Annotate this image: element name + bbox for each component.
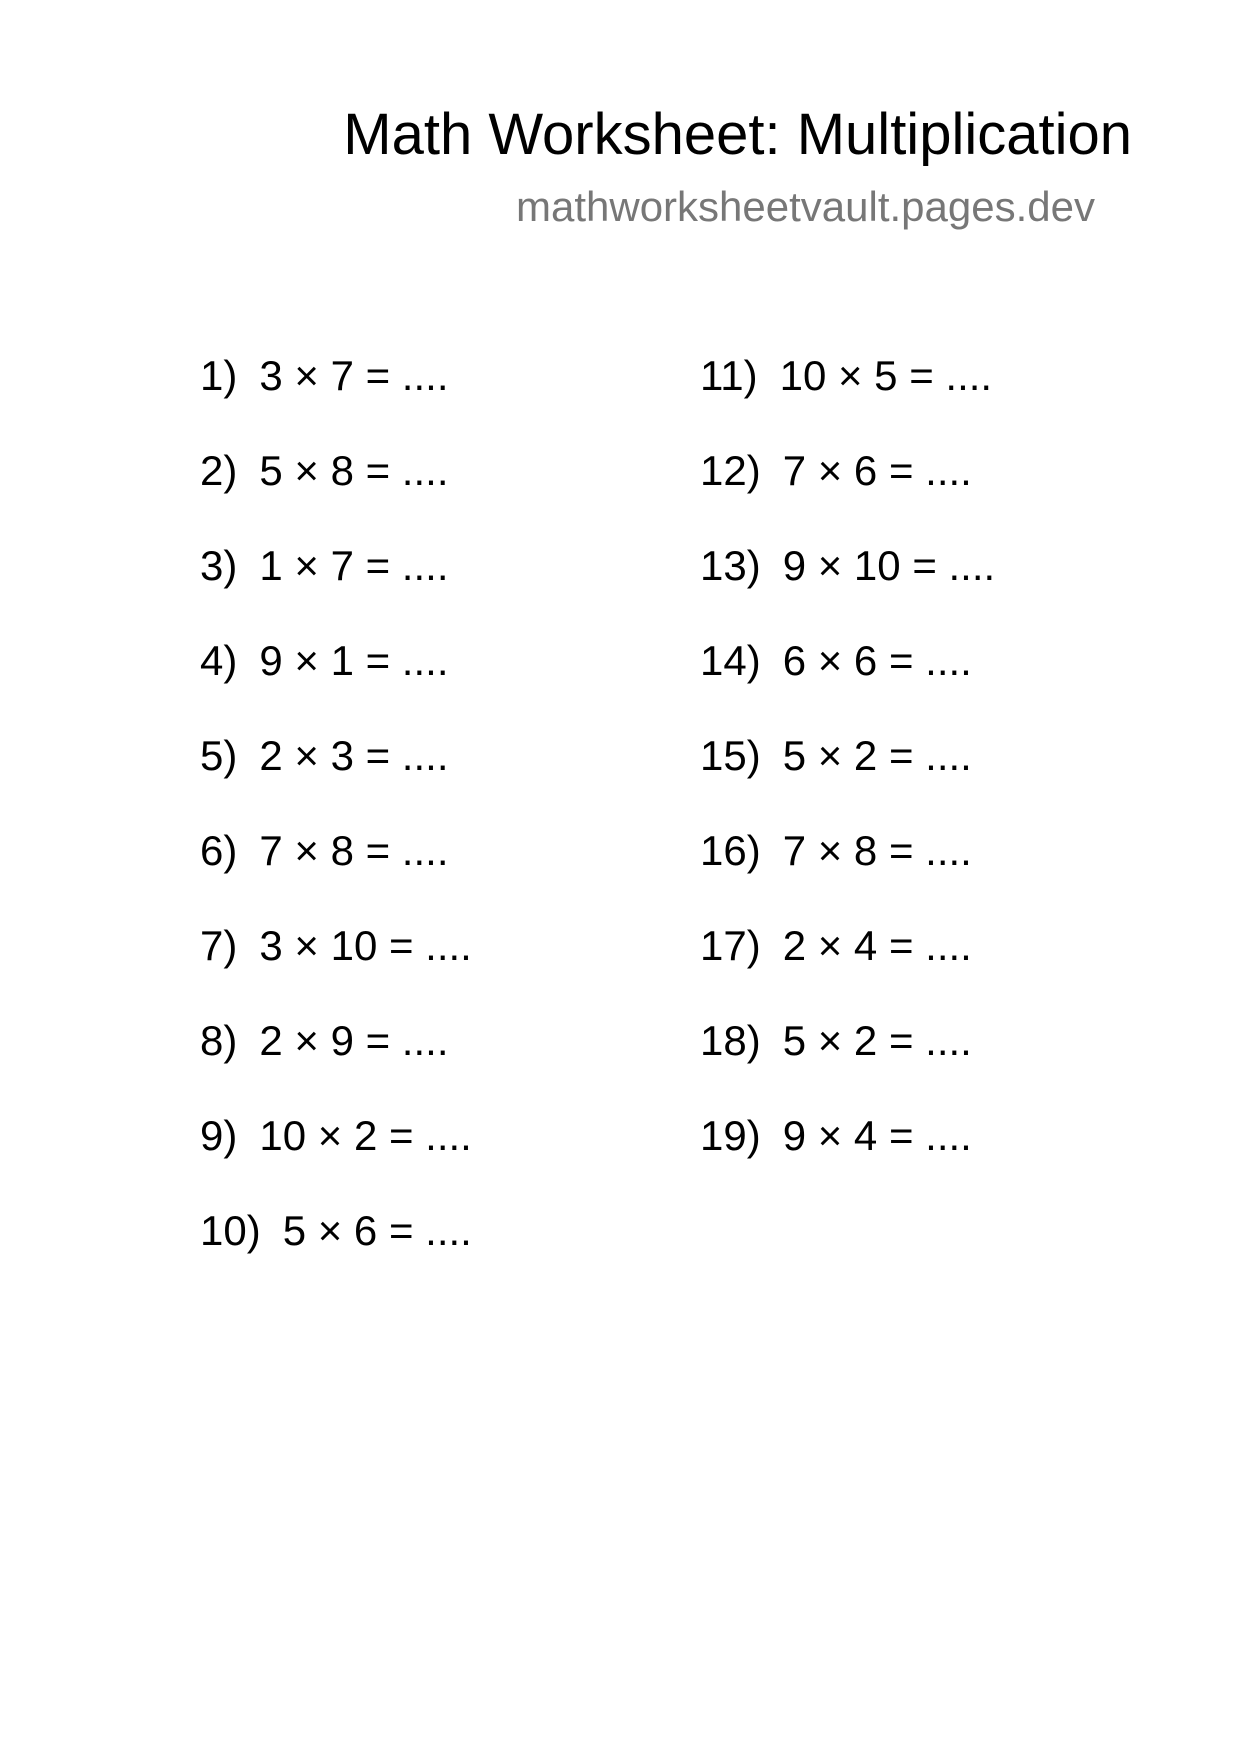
problem-number: 5)	[200, 732, 238, 779]
problem-item	[200, 1112, 472, 1207]
problem-number: 11)	[700, 352, 758, 399]
problem-expression: 3 × 10 = ....	[259, 922, 472, 969]
problem-expression: 3 × 7 = ....	[259, 352, 449, 399]
problem-number: 14)	[700, 637, 761, 684]
problem-item	[200, 542, 472, 637]
problem-number: 3)	[200, 542, 238, 589]
page-title: Math Worksheet: Multiplication	[343, 102, 1132, 167]
problem-item	[200, 637, 472, 732]
problem-item	[700, 827, 995, 922]
problem-number: 19)	[700, 1112, 761, 1159]
problem-number: 4)	[200, 637, 238, 684]
problem-number: 12)	[700, 447, 761, 494]
problem-expression: 7 × 8 = ....	[259, 827, 449, 874]
site-url: mathworksheetvault.pages.dev	[516, 183, 1095, 230]
problem-number: 10)	[200, 1207, 261, 1254]
problem-item	[700, 732, 995, 827]
problem-expression: 10 × 2 = ....	[259, 1112, 472, 1159]
problem-number: 16)	[700, 827, 761, 874]
problem-number: 17)	[700, 922, 761, 969]
problem-number: 7)	[200, 922, 238, 969]
problem-number: 2)	[200, 447, 238, 494]
problem-item	[700, 447, 995, 542]
problem-expression: 9 × 10 = ....	[782, 542, 996, 589]
problem-expression: 5 × 2 = ....	[782, 1017, 972, 1064]
problem-number: 1)	[200, 352, 238, 399]
problem-item	[200, 1017, 472, 1112]
problem-item	[200, 447, 472, 542]
problem-number: 15)	[700, 732, 761, 779]
problem-item	[700, 1112, 995, 1207]
problem-number: 9)	[200, 1112, 238, 1159]
problem-expression: 2 × 4 = ....	[782, 922, 972, 969]
problem-number: 18)	[700, 1017, 761, 1064]
problem-expression: 6 × 6 = ....	[782, 637, 972, 684]
problem-expression: 7 × 6 = ....	[782, 447, 972, 494]
problem-number: 6)	[200, 827, 238, 874]
problem-expression: 5 × 6 = ....	[282, 1207, 472, 1254]
problem-expression: 2 × 9 = ....	[259, 1017, 449, 1064]
problem-expression: 9 × 1 = ....	[259, 637, 449, 684]
problem-item	[200, 732, 472, 827]
problem-item	[700, 637, 995, 732]
problem-expression: 5 × 2 = ....	[782, 732, 972, 779]
problem-expression: 9 × 4 = ....	[782, 1112, 972, 1159]
problem-number: 13)	[700, 542, 761, 589]
problem-number: 8)	[200, 1017, 238, 1064]
problem-column-right	[700, 352, 995, 1207]
problem-item	[200, 827, 472, 922]
problem-item	[700, 542, 995, 637]
problem-item	[700, 352, 995, 447]
problem-column-left	[200, 352, 472, 1302]
problem-item	[200, 1207, 472, 1302]
problem-item	[200, 352, 472, 447]
problem-expression: 10 × 5 = ....	[779, 352, 993, 399]
problem-item	[700, 922, 995, 1017]
problem-item	[200, 922, 472, 1017]
problem-item	[700, 1017, 995, 1112]
problem-expression: 5 × 8 = ....	[259, 447, 449, 494]
problem-expression: 7 × 8 = ....	[782, 827, 972, 874]
problem-expression: 2 × 3 = ....	[259, 732, 449, 779]
problem-expression: 1 × 7 = ....	[259, 542, 449, 589]
